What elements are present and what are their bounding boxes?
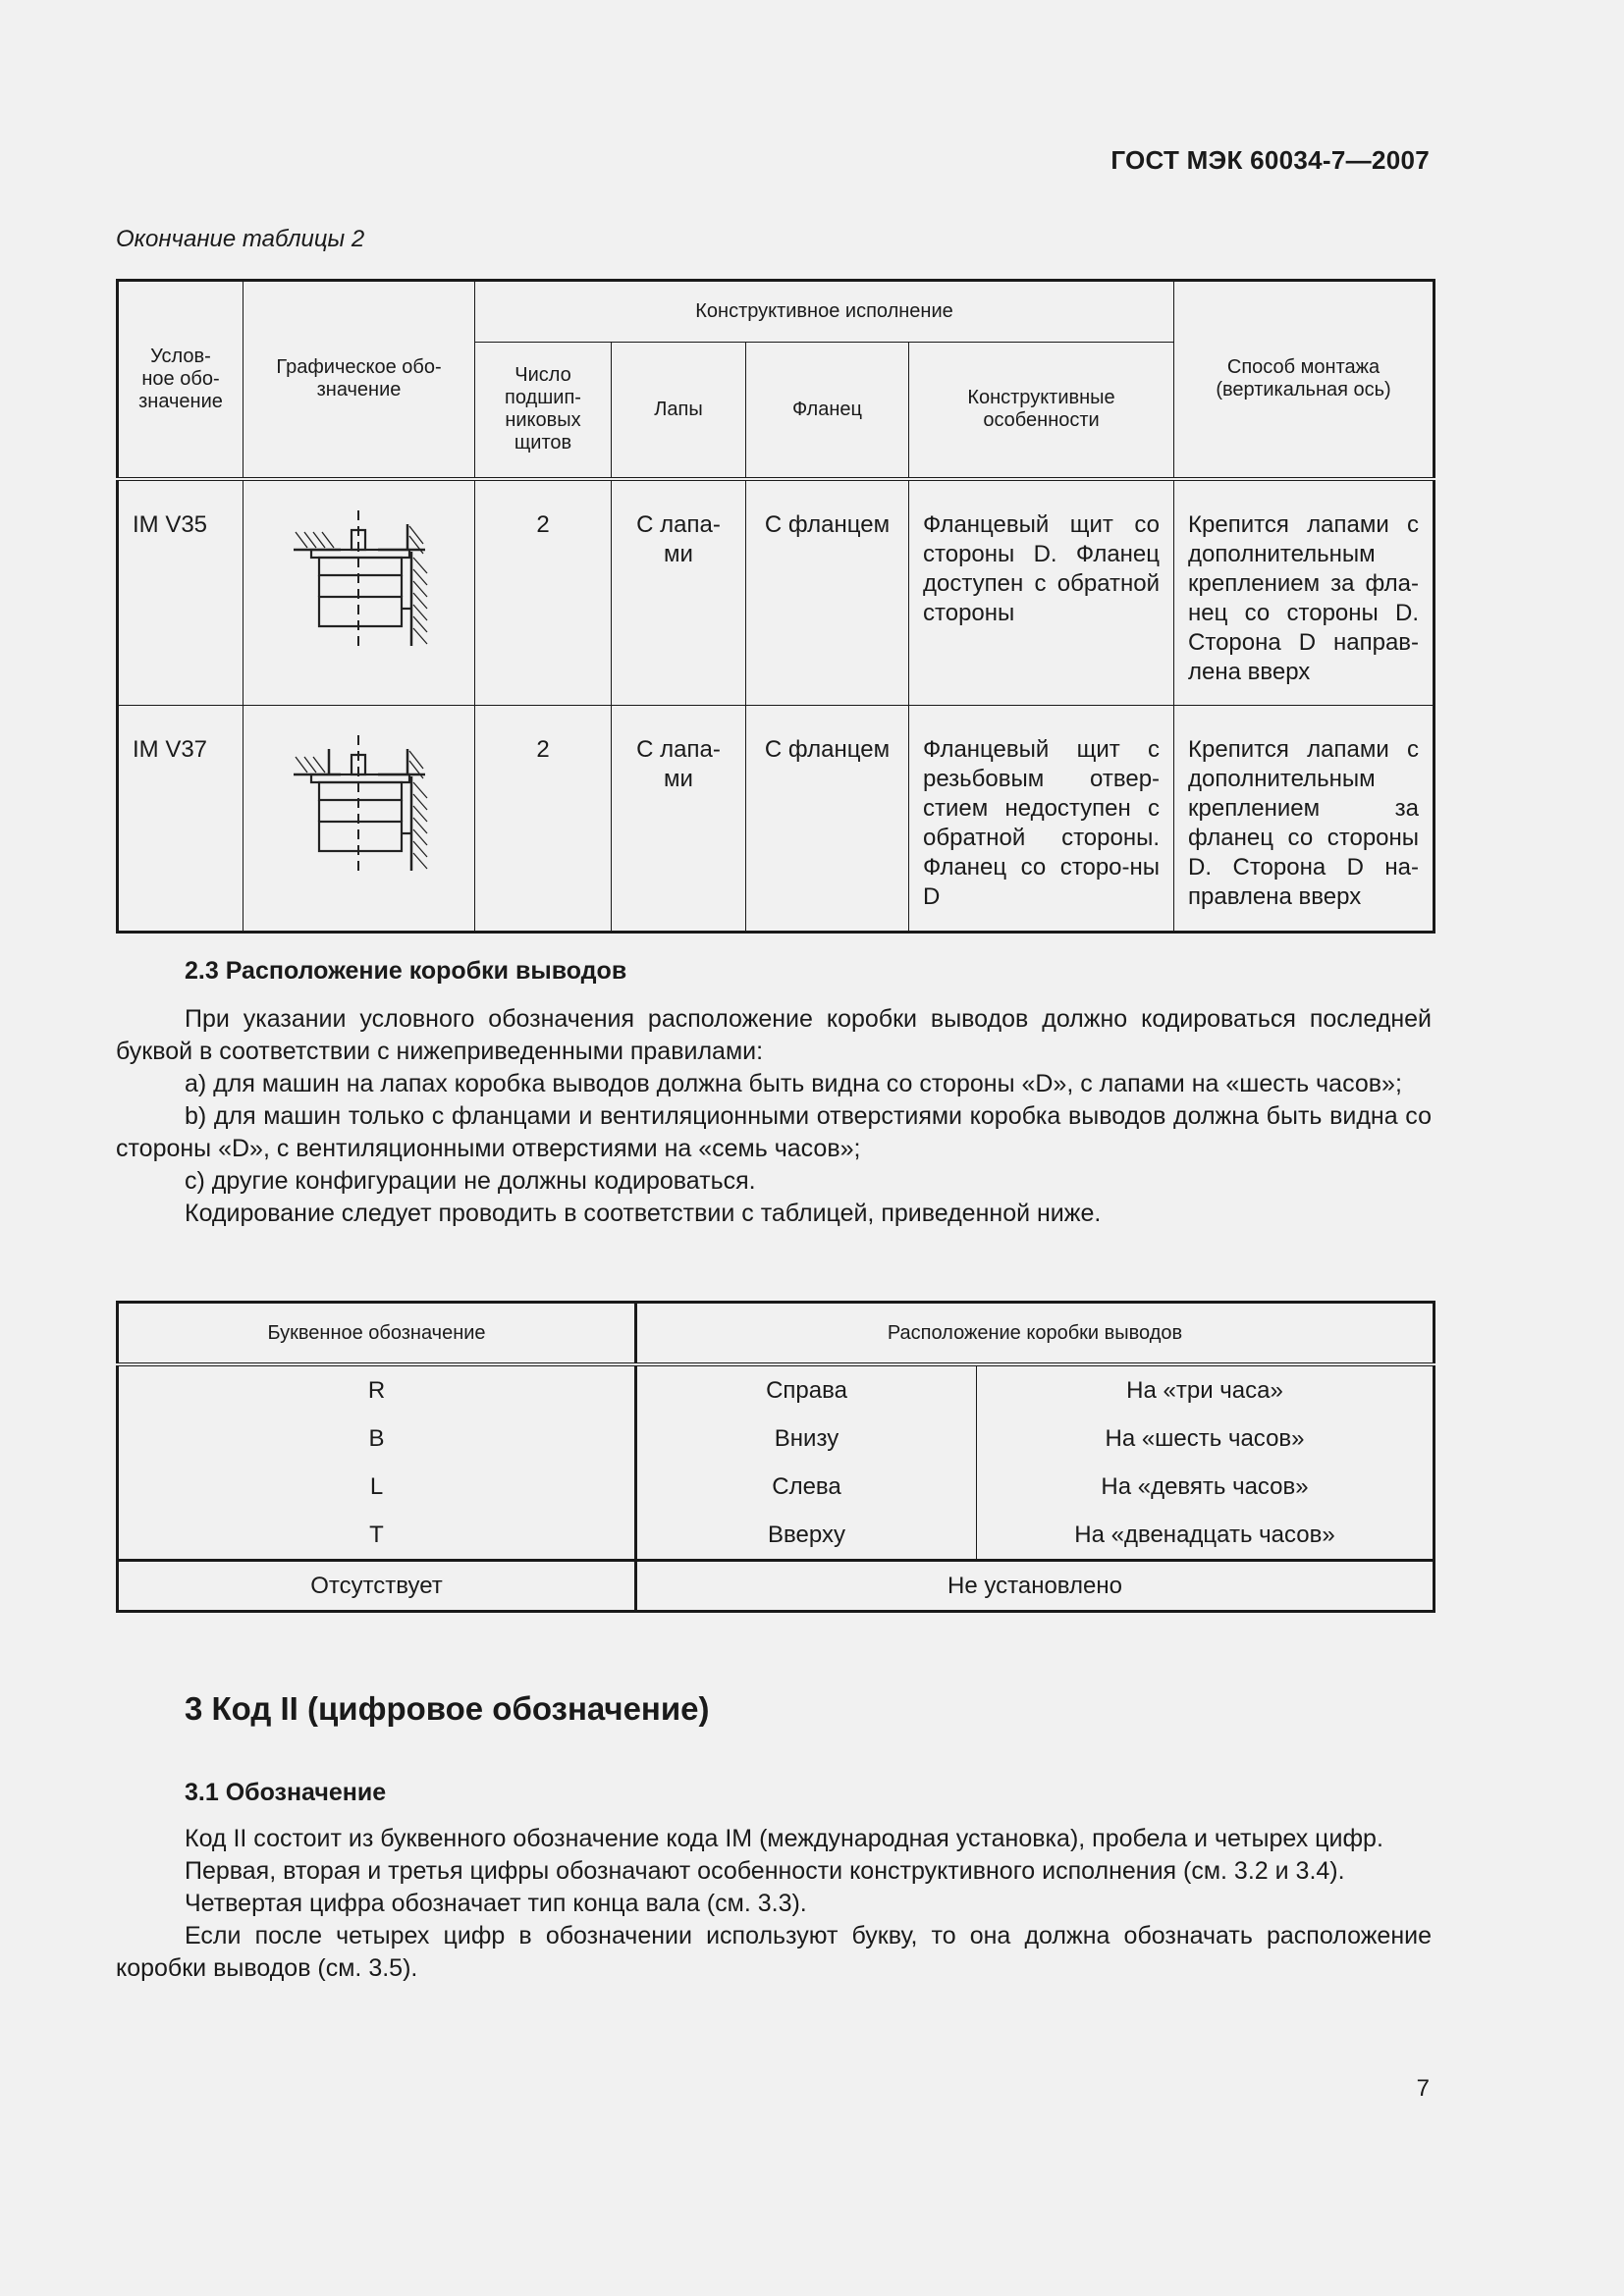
page-number: 7: [1416, 2075, 1430, 2102]
graphic-symbol-im-v35: [244, 479, 475, 706]
row-feet: С лапа- ми: [636, 510, 721, 567]
paragraph: Четвертая цифра обозначает тип конца вала (см. 3.3).: [185, 1890, 807, 1917]
list-item: с) другие конфигурации не должны кодироваться.: [185, 1167, 756, 1195]
header-mounting: Способ монтажа (вертикальная ось): [1174, 281, 1435, 479]
code-letter: R: [118, 1364, 636, 1415]
table-caption: Окончание таблицы 2: [116, 226, 365, 252]
header-design-group: Конструктивное исполнение: [475, 281, 1174, 343]
code-clock: На «двенадцать часов»: [977, 1511, 1435, 1561]
list-item: а) для машин на лапах коробка выводов должна быть видна со стороны «D», с лапами на «шесть часов»;: [185, 1070, 1402, 1097]
row-code: IM V37: [133, 736, 208, 763]
code-side: Слева: [636, 1463, 977, 1511]
code-location: Не установлено: [636, 1561, 1435, 1612]
list-item: b) для машин только с фланцами и вентиляционными отверстиями коробка выводов должна быть видна со стороны «D», с вентиляционными отверстиями на «семь часов»;: [116, 1102, 1432, 1162]
motor-mounting-drawing: [286, 727, 433, 875]
row-feet: С лапа- ми: [636, 736, 721, 792]
code-side: Вверху: [636, 1511, 977, 1561]
code-side: Справа: [636, 1364, 977, 1415]
section-2-3-body: [116, 1003, 1432, 1230]
row-flange: С фланцем: [764, 510, 891, 538]
standard-number: ГОСТ МЭК 60034-7—2007: [1110, 145, 1430, 175]
header-flange: Фланец: [746, 343, 909, 479]
paragraph: Кодирование следует проводить в соответствии с таблицей, приведенной ниже.: [185, 1200, 1102, 1227]
header-features: Конструктивные особенности: [909, 343, 1174, 479]
row-features: Фланцевый щит с резьбовым отвер-стием недоступен с обратной стороны. Фланец со сторо-ны D: [923, 736, 1161, 910]
motor-mounting-drawing: [286, 503, 433, 650]
code-clock: На «шесть часов»: [977, 1415, 1435, 1463]
mounting-table: [116, 279, 1435, 934]
terminal-box-code-table: [116, 1301, 1435, 1613]
code-side: Внизу: [636, 1415, 977, 1463]
table-row: [118, 706, 1435, 933]
chapter-3-heading: 3 Код II (цифровое обозначение): [185, 1690, 710, 1727]
row-code: IM V35: [133, 510, 208, 538]
row-features: Фланцевый щит со стороны D. Фланец доступен с обратной стороны: [923, 510, 1161, 626]
header-bearings: Число подшип- никовых щитов: [475, 343, 612, 479]
row-bearings: 2: [536, 736, 550, 763]
graphic-symbol-im-v37: [244, 706, 475, 933]
table-row: [118, 1415, 1435, 1463]
header-letter: Буквенное обозначение: [118, 1303, 636, 1365]
table-row: [118, 1463, 1435, 1511]
table-row: [118, 479, 1435, 706]
code-clock: На «девять часов»: [977, 1463, 1435, 1511]
code-letter: T: [118, 1511, 636, 1561]
section-3-1-body: [116, 1823, 1432, 1985]
table-row: [118, 1561, 1435, 1612]
paragraph: Если после четырех цифр в обозначении используют букву, то она должна обозначать расположение коробки выводов (см. 3.5).: [116, 1922, 1432, 1982]
header-designation: Услов- ное обо- значение: [118, 281, 244, 479]
code-clock: На «три часа»: [977, 1364, 1435, 1415]
code-letter: Отсутствует: [118, 1561, 636, 1612]
header-feet: Лапы: [612, 343, 746, 479]
header-graphic: Графическое обо- значение: [244, 281, 475, 479]
paragraph: Код II состоит из буквенного обозначение кода IM (международная установка), пробела и четырех цифр.: [185, 1825, 1383, 1852]
section-2-3-heading: 2.3 Расположение коробки выводов: [185, 957, 627, 985]
code-letter: L: [118, 1463, 636, 1511]
section-3-1-heading: 3.1 Обозначение: [185, 1779, 387, 1806]
table-row: [118, 1364, 1435, 1415]
header-location: Расположение коробки выводов: [636, 1303, 1435, 1365]
row-bearings: 2: [536, 510, 550, 538]
paragraph: При указании условного обозначения расположение коробки выводов должно кодироваться последней буквой в соответствии с нижеприведенными правилами:: [116, 1005, 1432, 1065]
table-row: [118, 1511, 1435, 1561]
code-letter: B: [118, 1415, 636, 1463]
paragraph: Первая, вторая и третья цифры обозначают особенности конструктивного исполнения (см. 3.2 и 3.4).: [185, 1857, 1345, 1885]
row-mounting: Крепится лапами с дополнительным креплением за фла-нец со стороны D. Сторона D направ-лена вверх: [1188, 510, 1420, 685]
row-mounting: Крепится лапами с дополнительным креплением за фланец со стороны D. Сторона D на-правлена вверх: [1188, 736, 1420, 910]
row-flange: С фланцем: [764, 736, 891, 763]
